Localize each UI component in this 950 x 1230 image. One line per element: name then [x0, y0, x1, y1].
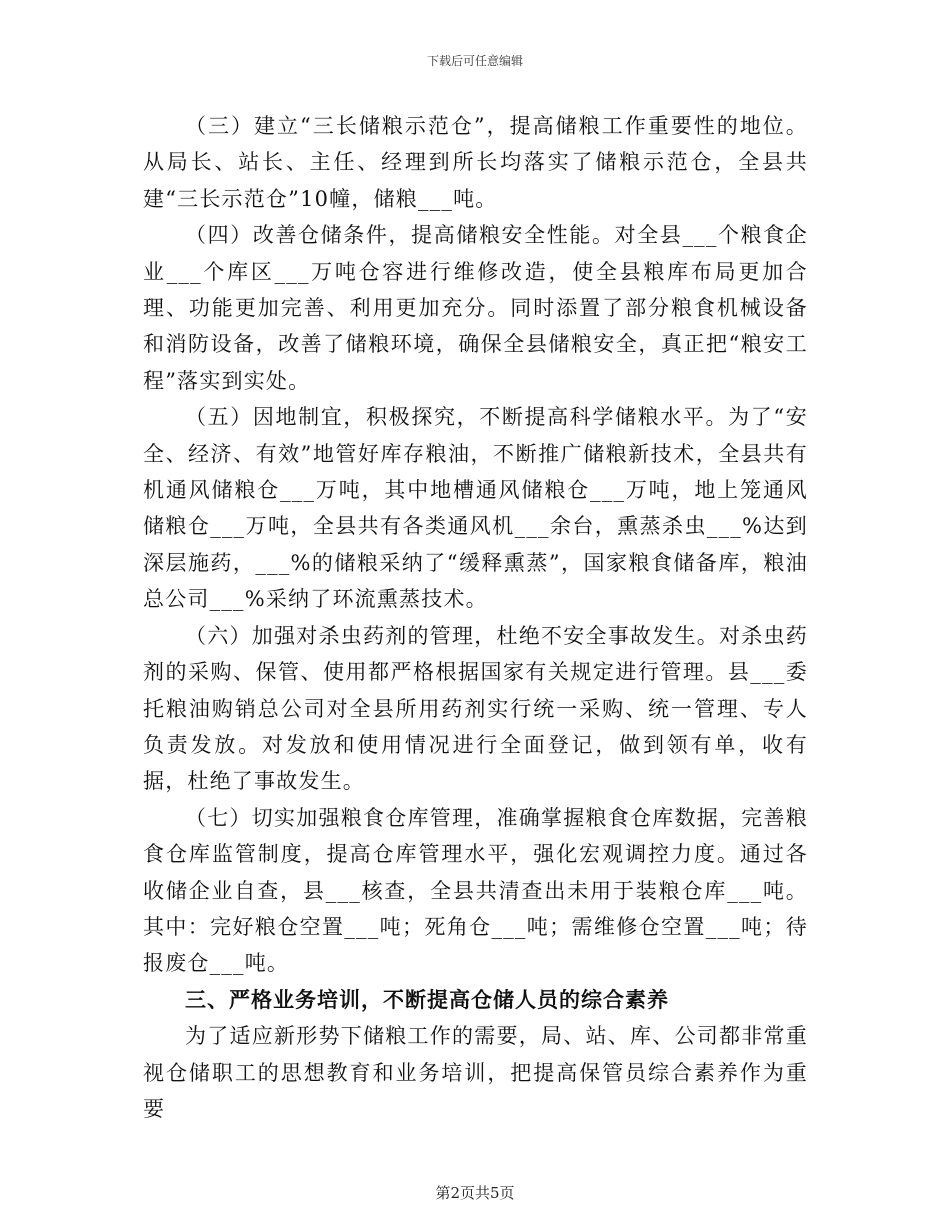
page-header-note: 下载后可任意编辑 — [426, 54, 523, 68]
paragraph-item-6: （六）加强对杀虫药剂的管理，杜绝不安全事故发生。对杀虫药剂的采购、保管、使用都严格根据国家有关规定进行管理。县___委托粮油购销总公司对全县所用药剂实行统一采购、统一管理、专人负责发放。对发放和使用情况进行全面登记，做到领有单，收有据，杜绝了事故发生。 — [143, 623, 808, 794]
paragraph-item-4: （四）改善仓储条件，提高储粮安全性能。对全县___个粮食企业___个库区___万吨仓容进行维修改造，使全县粮库布局更加合理、功能更加完善、利用更加充分。同时添置了部分粮食机械设备和消防设备，改善了储粮环境，确保全县储粮安全，真正把“粮安工程”落实到实处。 — [143, 223, 808, 393]
page-number-footer: 第2页共5页 — [435, 1184, 515, 1202]
section-heading: 三、严格业务培训，不断提高仓储人员的综合素养 — [185, 986, 669, 1012]
paragraph-item-7: （七）切实加强粮食仓库管理，准确掌握粮食仓库数据，完善粮食仓库监管制度，提高仓库管理水平，强化宏观调控力度。通过各收储企业自查，县___核查，全县共清查出未用于装粮仓库___吨。其中：完好粮仓空置___吨；死角仓___吨；需维修仓空置___吨；待报废仓___吨。 — [143, 805, 808, 976]
paragraph-item-5: （五）因地制宜，积极探究，不断提高科学储粮水平。为了“安全、经济、有效”地管好库存粮油，不断推广储粮新技术，全县共有机通风储粮仓___万吨，其中地槽通风储粮仓___万吨，地上笼通风储粮仓___万吨，全县共有各类通风机___余台，熏蒸杀虫___%达到深层施药，___%的储粮采纳了“缓释熏蒸”，国家粮食储备库，粮油总公司___%采纳了环流熏蒸技术。 — [143, 405, 808, 612]
document-body — [143, 108, 808, 1127]
closing-paragraph: 为了适应新形势下储粮工作的需要，局、站、库、公司都非常重视仓储职工的思想教育和业务培训，把提高保管员综合素养作为重要 — [143, 1024, 808, 1121]
paragraph-item-3: （三）建立“三长储粮示范仓”，提高储粮工作重要性的地位。从局长、站长、主任、经理到所长均落实了储粮示范仓，全县共建“三长示范仓”10幢，储粮___吨。 — [143, 114, 808, 211]
